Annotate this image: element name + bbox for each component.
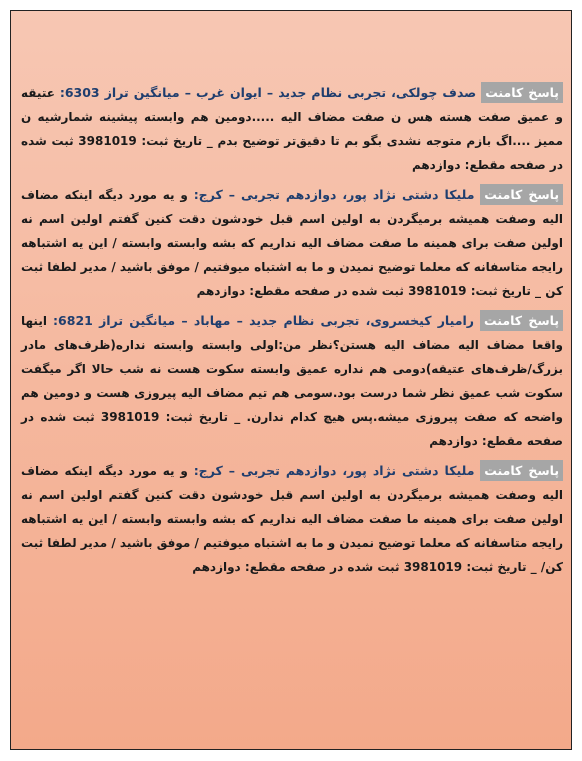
- comment-author-heading: ملیکا دشتی نژاد پور، دوازدهم تجربی – کرج:: [193, 187, 475, 202]
- comment-author-heading: صدف چولکی، تجربی نظام جدید – ایوان غرب – میانگین تراز 6303:: [59, 85, 477, 100]
- comment-entry: [21, 309, 563, 453]
- comment-author-heading: رامیار کیخسروی، تجربی نظام جدید – مهاباد – میانگین تراز 6821:: [53, 313, 474, 328]
- reply-comment-label: پاسخ کامنت: [480, 184, 563, 205]
- comment-entry: [21, 81, 563, 177]
- reply-comment-label: پاسخ کامنت: [480, 310, 563, 331]
- comment-author-heading: ملیکا دشتی نژاد پور، دوازدهم تجربی – کرج:: [193, 463, 475, 478]
- document-frame: [10, 10, 572, 750]
- comments-list: [21, 81, 563, 585]
- comment-body: و یه مورد دیگه اینکه مضاف الیه وصفت همیشه برمیگردن به اولین اسم قبل خودشون دقت کنین گفتم اولین اسم نه اولین صفت برای همینه ما صفت مضاف الیه نداریم که بشه وابسته وابسته / این یه اشتباهه رایجه متاسفانه که معلما توضیح نمیدن و ما به اشتباه میوفتیم / موفق باشید / مدیر لطفا ثبت کن/ _ تاریخ ثبت: 3981019 ثبت شده در صفحه مقطع: دوازدهم: [21, 464, 563, 574]
- comment-body: و یه مورد دیگه اینکه مضاف الیه وصفت همیشه برمیگردن به اولین اسم قبل خودشون دقت کنین گفتم اولین اسم نه اولین صفت برای همینه ما صفت مضاف الیه نداریم که بشه وابسته وابسته / این یه اشتباهه رایجه متاسفانه که معلما توضیح نمیدن و ما به اشتباه میوفتیم / موفق باشید / مدیر لطفا ثبت کن _ تاریخ ثبت: 3981019 ثبت شده در صفحه مقطع: دوازدهم: [21, 188, 563, 298]
- reply-comment-label: پاسخ کامنت: [480, 460, 563, 481]
- comment-entry: [21, 183, 563, 303]
- reply-comment-label: پاسخ کامنت: [481, 82, 563, 103]
- comment-entry: [21, 459, 563, 579]
- comment-body: عتیقه و عمیق صفت هسته هس ن صفت مضاف الیه .....دومین هم وابسته پیشینه شمارشیه ن ممیز ....اگ بازم متوجه نشدی بگو بم تا دقیق‌تر توضیح بدم _ تاریخ ثبت: 3981019 ثبت شده در صفحه مقطع: دوازدهم: [21, 86, 563, 172]
- comment-body: اینها واقعا مضاف الیه مضاف الیه هستن؟نظر من:اولی وابسته وابسته نداره(ظرف‌های مادر بزرگ/ظرف‌های عتیقه)دومی هم نداره عمیق وابسته سکوت هست نه شب حالا اگر میگفت سکوت شب عمیق نظر شما درست بود.سومی هم تیم مضاف الیه پیروزی هست و دومین هم واضحه که صفت پیروزی میشه.پس هیچ کدام ندارن. _ تاریخ ثبت: 3981019 ثبت شده در صفحه مقطع: دوازدهم: [21, 314, 563, 448]
